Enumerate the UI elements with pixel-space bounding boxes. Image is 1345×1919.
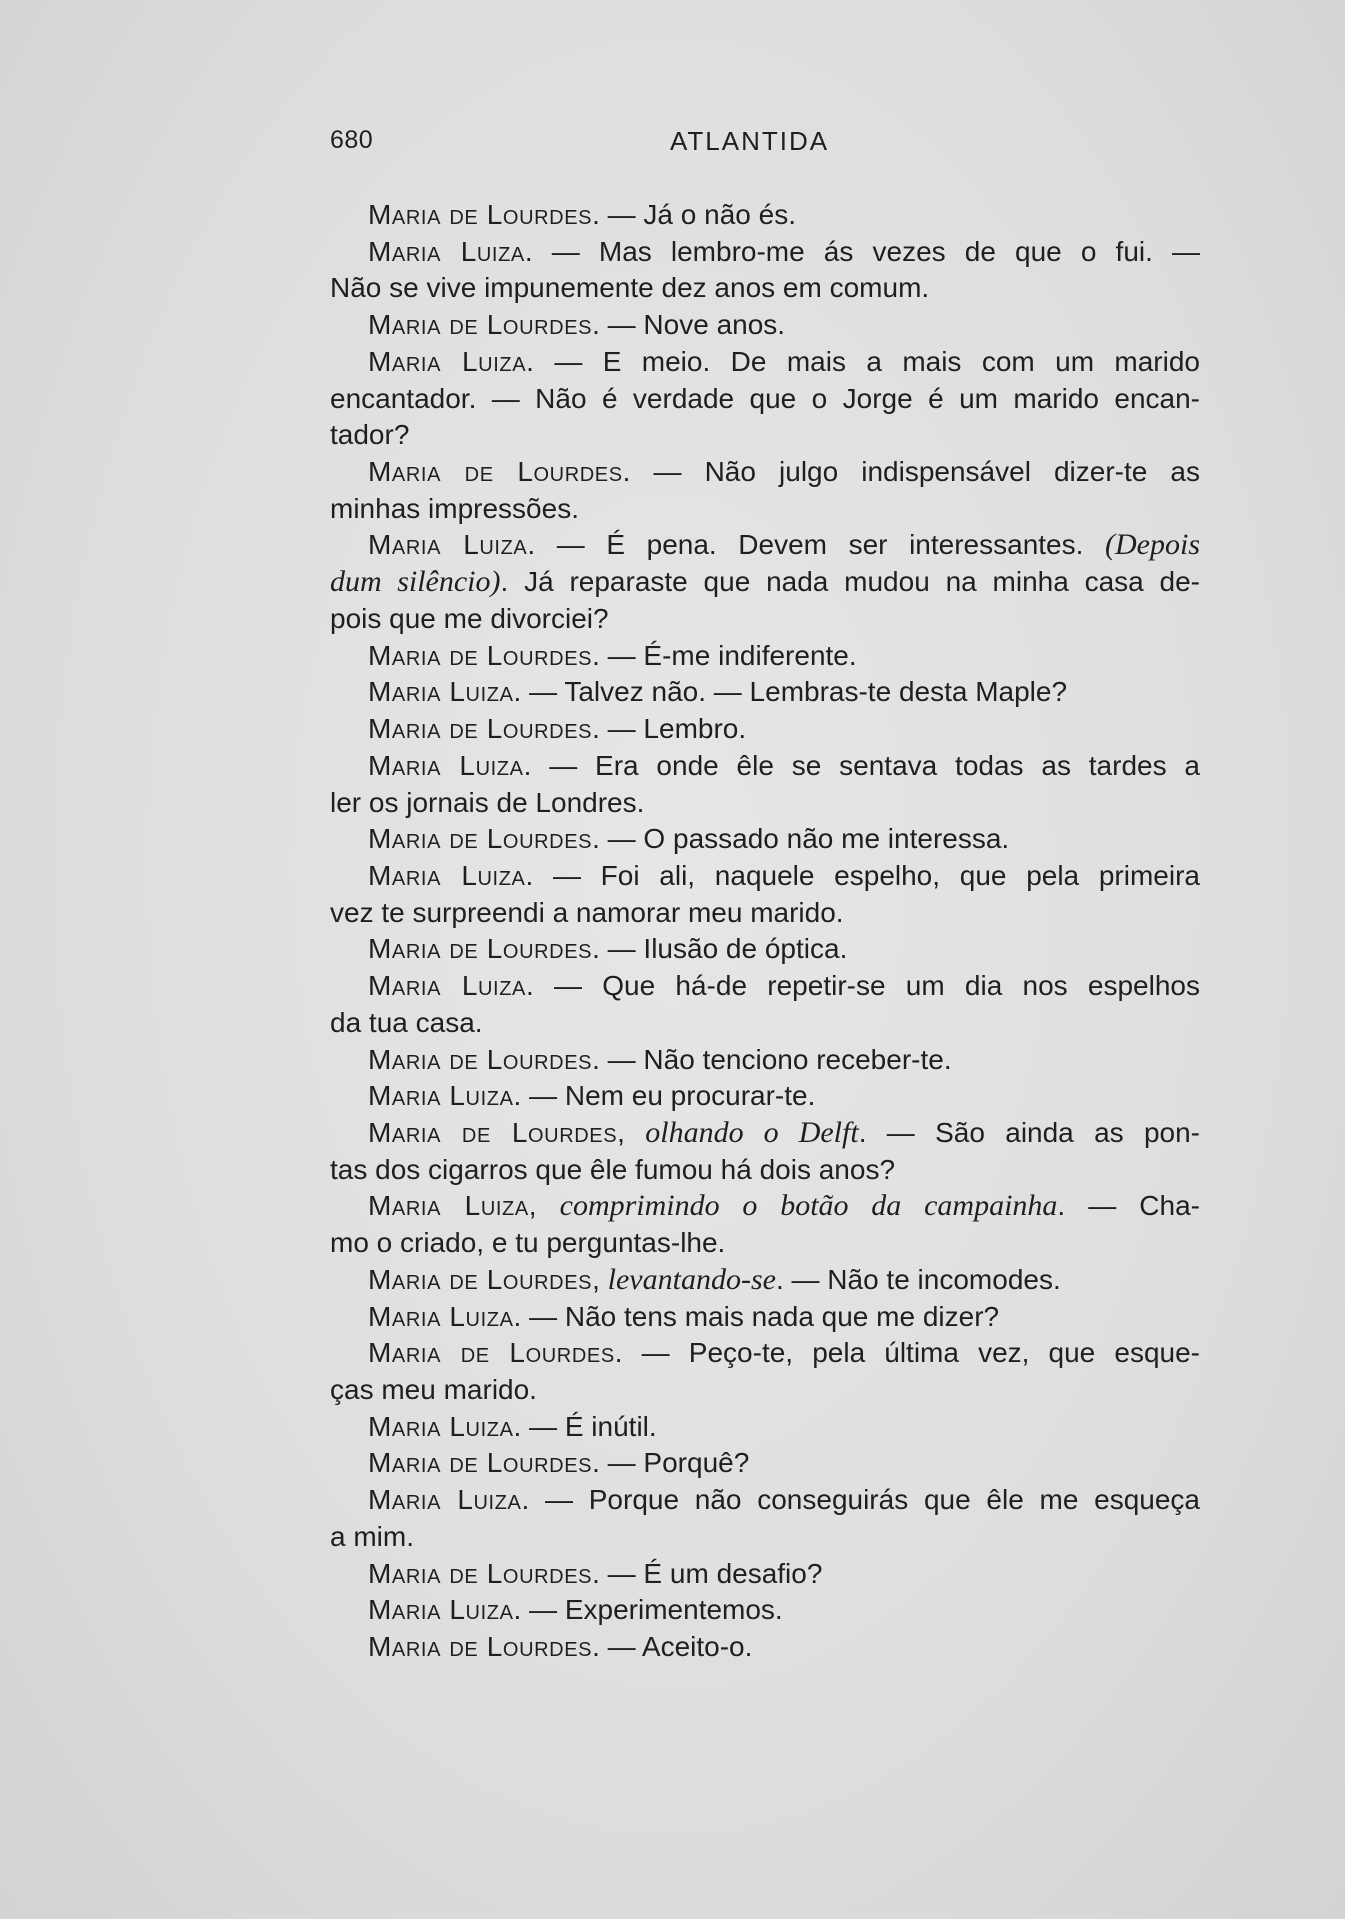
line-text: . — Não tenciono receber-te. — [592, 1043, 952, 1075]
stage-direction: levantando-se — [607, 1262, 776, 1296]
text-line — [330, 1152, 1200, 1189]
speaker-name: Maria Luiza — [368, 1190, 529, 1222]
text-line — [330, 785, 1200, 822]
line-text: . — Já o não és. — [592, 199, 796, 230]
text-line — [330, 674, 1200, 711]
speaker-name: Maria de Lourdes — [368, 933, 593, 965]
text-line — [330, 895, 1200, 932]
text-line — [330, 1299, 1200, 1336]
text-line — [330, 858, 1200, 895]
line-text: . — Nem eu procurar-te. — [513, 1080, 816, 1112]
speaker-name: Maria de Lourdes — [368, 309, 593, 341]
line-text: pois que me divorciei? — [330, 602, 609, 634]
line-text: . — Experimentemos. — [513, 1594, 783, 1626]
line-text: . — Aceito-o. — [592, 1631, 753, 1663]
line-text: . — Que há-de repetir-se um dia nos espelhos — [525, 970, 1200, 1002]
line-text: . — Porquê? — [592, 1447, 750, 1479]
line-text: , — [528, 1190, 560, 1222]
line-text: . — Nove anos. — [592, 309, 786, 341]
text-line — [330, 527, 1200, 564]
line-text: minhas impressões. — [330, 492, 579, 524]
text-line — [330, 344, 1200, 381]
speaker-name: Maria Luiza — [368, 1484, 522, 1516]
text-line — [330, 1188, 1200, 1225]
line-text: . Já reparaste que nada mudou na minha casa de- — [500, 566, 1201, 598]
line-text: . — Porque não conseguirás que êle me esqueça — [521, 1484, 1201, 1516]
text-line — [330, 417, 1200, 454]
speaker-name: Maria Luiza — [368, 235, 525, 267]
line-text: mo o criado, e tu perguntas-lhe. — [330, 1227, 726, 1259]
line-text: . — Era onde êle se sentava todas as tardes a — [523, 749, 1201, 781]
text-line — [330, 1115, 1200, 1152]
text-line — [330, 491, 1200, 528]
line-text: . — Ilusão de óptica. — [592, 933, 848, 965]
text-line — [330, 381, 1200, 418]
speaker-name: Maria de Lourdes — [368, 456, 623, 488]
text-line — [330, 1629, 1200, 1666]
line-text: , — [617, 1116, 646, 1148]
speaker-name: Maria de Lourdes — [368, 713, 593, 745]
text-line — [330, 931, 1200, 968]
line-text: Não se vive impunemente dez anos em comum. — [330, 272, 930, 304]
text-line — [330, 1482, 1200, 1519]
text-line — [330, 711, 1200, 748]
line-text: , — [592, 1263, 608, 1295]
text-line — [330, 601, 1200, 638]
text-line — [330, 454, 1200, 491]
speaker-name: Maria Luiza — [368, 1410, 514, 1442]
line-text: . — Cha- — [1057, 1190, 1200, 1222]
speaker-name: Maria de Lourdes — [368, 1447, 593, 1479]
text-line — [330, 1409, 1200, 1446]
line-text: tador? — [330, 419, 410, 451]
line-text: . — É um desafio? — [592, 1557, 823, 1589]
text-line — [330, 638, 1200, 675]
speaker-name: Maria de Lourdes — [368, 1337, 615, 1369]
text-line — [330, 1445, 1200, 1482]
line-text: . — Lembro. — [592, 713, 747, 745]
speaker-name: Maria de Lourdes — [368, 1263, 593, 1295]
line-text: ler os jornais de Londres. — [330, 786, 645, 818]
text-line — [330, 307, 1200, 344]
speaker-name: Maria Luiza — [368, 1080, 514, 1112]
speaker-name: Maria de Lourdes — [368, 199, 593, 230]
speaker-name: Maria Luiza — [368, 345, 527, 377]
line-text: . — Talvez não. — Lembras-te desta Maple? — [513, 676, 1068, 708]
stage-direction: comprimindo o botão da campainha — [559, 1189, 1058, 1223]
text-line — [330, 197, 1200, 234]
text-line — [330, 1078, 1200, 1115]
running-title: ATLANTIDA — [670, 126, 830, 156]
stage-direction: olhando o Delft — [645, 1115, 859, 1149]
speaker-name: Maria Luiza — [368, 1594, 514, 1626]
line-text: . — É pena. Devem ser interessantes. — [527, 529, 1106, 561]
line-text: a mim. — [330, 1520, 414, 1552]
page-number: 680 — [330, 126, 374, 154]
line-text: . — Mas lembro-me ás vezes de que o fui. — — [524, 235, 1201, 267]
speaker-name: Maria Luiza — [368, 859, 526, 891]
text-line — [330, 1556, 1200, 1593]
speaker-name: Maria Luiza — [368, 1300, 514, 1332]
line-text: . — Não tens mais nada que me dizer? — [513, 1300, 1000, 1332]
line-text: . — É inútil. — [513, 1410, 657, 1442]
text-line — [330, 1005, 1200, 1042]
text-line — [330, 1225, 1200, 1262]
dialogue-text — [330, 197, 1200, 1666]
line-text: . — Foi ali, naquele espelho, que pela primeira — [525, 859, 1200, 891]
text-line — [330, 1335, 1200, 1372]
text-line — [330, 748, 1200, 785]
line-text: . — São ainda as pon- — [858, 1116, 1201, 1148]
line-text: . — O passado não me interessa. — [592, 823, 1010, 855]
line-text: ças meu marido. — [330, 1374, 537, 1405]
speaker-name: Maria de Lourdes — [368, 1116, 618, 1148]
line-text: da tua casa. — [330, 1006, 483, 1038]
text-line — [330, 1592, 1200, 1629]
speaker-name: Maria de Lourdes — [368, 639, 593, 671]
stage-direction: dum silêncio) — [330, 565, 501, 599]
text-line — [330, 1372, 1200, 1409]
line-text: . — Não te incomodes. — [775, 1263, 1061, 1295]
speaker-name: Maria Luiza — [368, 749, 524, 781]
line-text: . — E meio. De mais a mais com um marido — [526, 345, 1201, 377]
text-line — [330, 1262, 1200, 1299]
text-line — [330, 821, 1200, 858]
line-text: . — Não julgo indispensável dizer-te as — [622, 456, 1200, 488]
line-text: . — É-me indiferente. — [592, 639, 857, 671]
text-line — [330, 1519, 1200, 1556]
stage-direction: (Depois — [1105, 528, 1200, 562]
line-text: . — Peço-te, pela última vez, que esque- — [614, 1337, 1200, 1369]
page-header — [330, 126, 850, 166]
speaker-name: Maria Luiza — [368, 529, 528, 561]
speaker-name: Maria Luiza — [368, 676, 514, 708]
line-text: encantador. — Não é verdade que o Jorge é um marido encan- — [330, 382, 1200, 414]
speaker-name: Maria de Lourdes — [368, 823, 593, 855]
speaker-name: Maria de Lourdes — [368, 1043, 593, 1075]
speaker-name: Maria de Lourdes — [368, 1631, 593, 1663]
text-line — [330, 1042, 1200, 1079]
speaker-name: Maria de Lourdes — [368, 1557, 593, 1589]
line-text: tas dos cigarros que êle fumou há dois anos? — [330, 1153, 896, 1185]
text-line — [330, 234, 1200, 271]
speaker-name: Maria Luiza — [368, 970, 526, 1002]
text-line — [330, 968, 1200, 1005]
line-text: vez te surpreendi a namorar meu marido. — [330, 896, 844, 928]
text-line — [330, 270, 1200, 307]
text-line — [330, 564, 1200, 601]
